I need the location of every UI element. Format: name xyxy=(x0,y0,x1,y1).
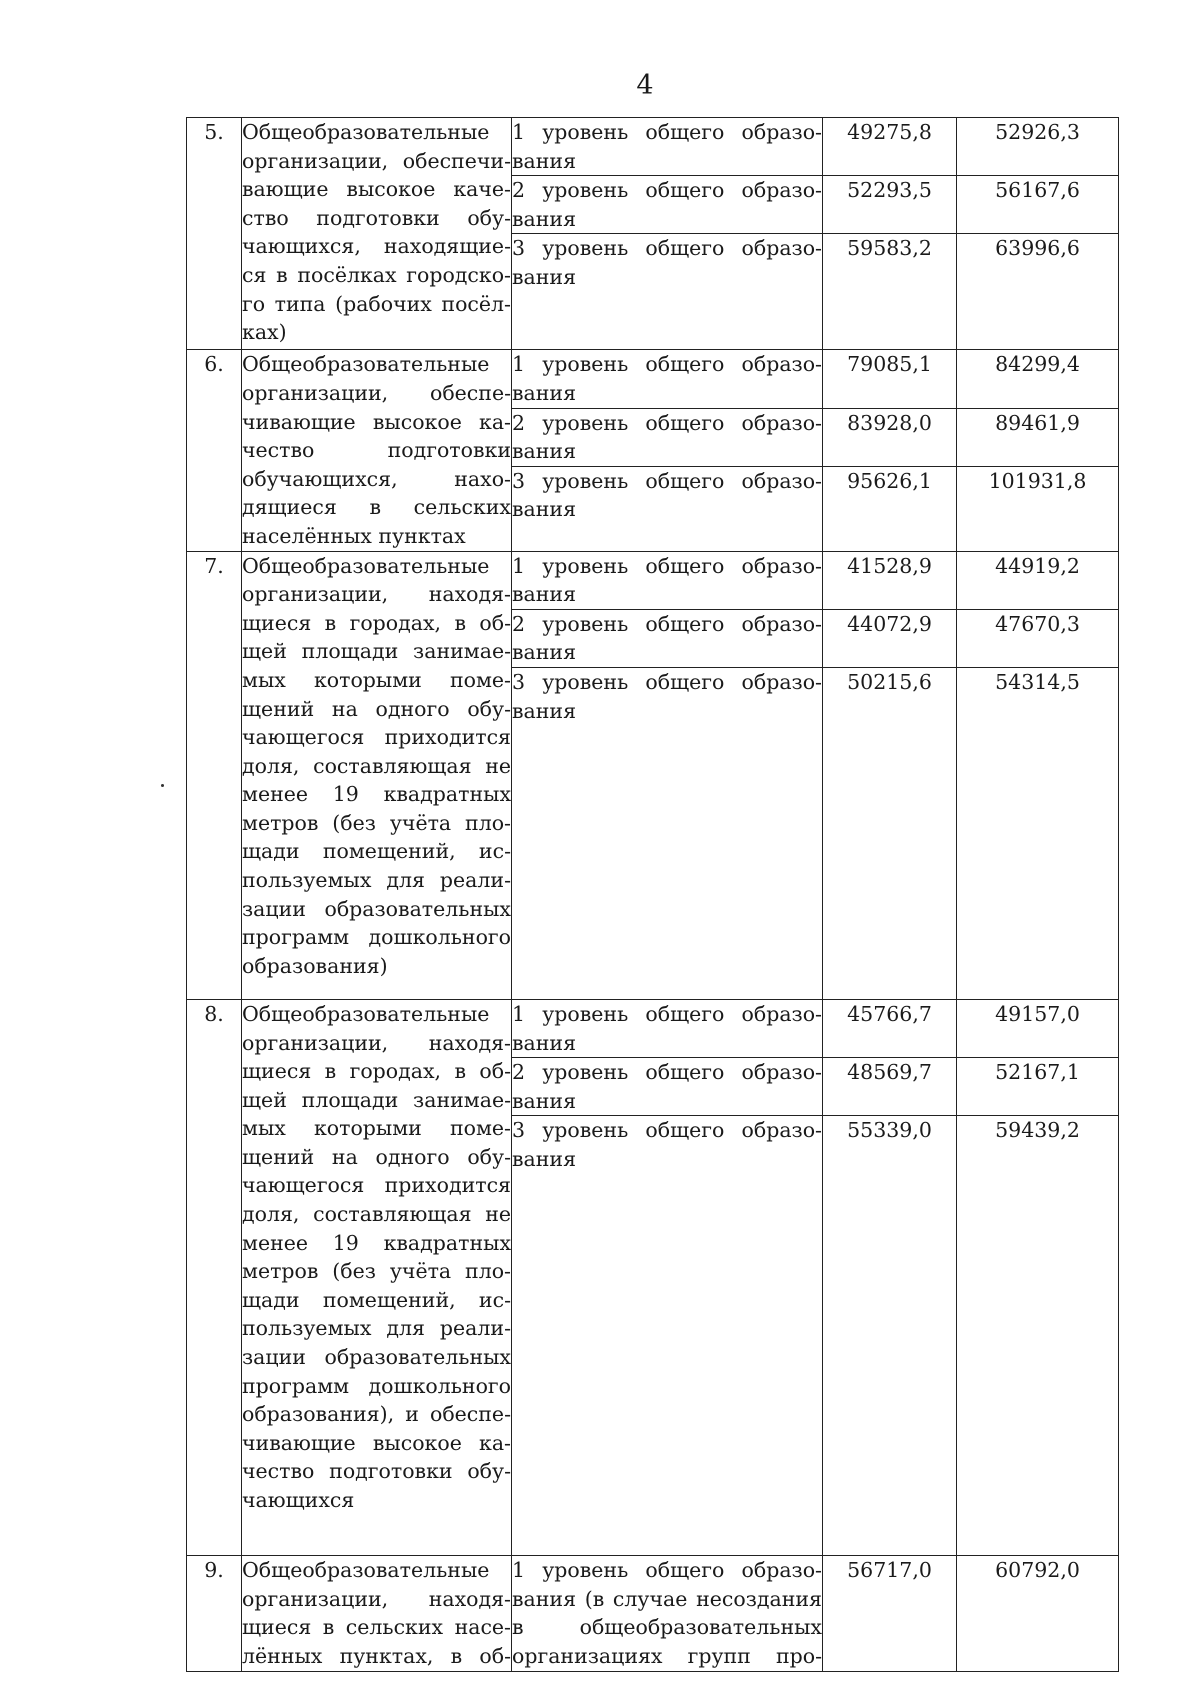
page-number: 4 xyxy=(636,70,654,101)
value-col-1: 83928,0 xyxy=(823,408,957,466)
value-col-2: 59439,2 xyxy=(957,1116,1119,1556)
value-col-2: 56167,6 xyxy=(957,176,1119,234)
table-row-6 xyxy=(187,350,1119,408)
education-level: 2 уровень общего образо- вания xyxy=(512,176,823,234)
table-row-5 xyxy=(187,118,1119,176)
organization-description: Общеобразовательные организации, обеспе- чивающие высокое ка- чество подготовки обучающихся, нахо- дящиеся в сельских населённых пунктах xyxy=(242,350,512,551)
education-level: 2 уровень общего образо- вания xyxy=(512,1058,823,1116)
education-level: 1 уровень общего образо- вания xyxy=(512,551,823,609)
row-number: 6. xyxy=(187,350,242,551)
value-col-1: 44072,9 xyxy=(823,609,957,667)
value-col-1: 52293,5 xyxy=(823,176,957,234)
row-number: 9. xyxy=(187,1556,242,1671)
value-col-1: 41528,9 xyxy=(823,551,957,609)
value-col-1: 45766,7 xyxy=(823,999,957,1057)
table-row-7 xyxy=(187,551,1119,609)
education-level: 2 уровень общего образо- вания xyxy=(512,408,823,466)
value-col-2: 44919,2 xyxy=(957,551,1119,609)
value-col-1: 55339,0 xyxy=(823,1116,957,1556)
education-level: 3 уровень общего образо- вания xyxy=(512,466,823,551)
education-level: 1 уровень общего образо- вания xyxy=(512,118,823,176)
value-col-2: 63996,6 xyxy=(957,234,1119,350)
funding-norms-table xyxy=(186,117,1119,1672)
row-number: 7. xyxy=(187,551,242,999)
value-col-1: 56717,0 xyxy=(823,1556,957,1671)
value-col-1: 48569,7 xyxy=(823,1058,957,1116)
row-number: 5. xyxy=(187,118,242,350)
value-col-2: 84299,4 xyxy=(957,350,1119,408)
value-col-1: 50215,6 xyxy=(823,667,957,999)
education-level: 3 уровень общего образо- вания xyxy=(512,667,823,999)
education-level: 1 уровень общего образо- вания (в случае несоздания в общеобразовательных организациях групп про- xyxy=(512,1556,823,1671)
value-col-2: 89461,9 xyxy=(957,408,1119,466)
value-col-2: 49157,0 xyxy=(957,999,1119,1057)
value-col-2: 54314,5 xyxy=(957,667,1119,999)
value-col-1: 59583,2 xyxy=(823,234,957,350)
value-col-2: 52167,1 xyxy=(957,1058,1119,1116)
education-level: 3 уровень общего образо- вания xyxy=(512,234,823,350)
value-col-2: 52926,3 xyxy=(957,118,1119,176)
organization-description: Общеобразовательные организации, находя- щиеся в городах, в об- щей площади занимае- мых которыми поме- щений на одного обу- чающегося приходится доля, составляющая не менее 19 квадратных метров (без учёта пло- щади помещений, ис- пользуемых для реали- зации образовательных программ дошкольного образования), и обеспе- чивающие высокое ка- чество подготовки обу- чающихся xyxy=(242,999,512,1555)
organization-description: Общеобразовательные организации, обеспечи- вающие высокое каче- ство подготовки обу- чающихся, находящие- ся в посёлках городско- го типа (рабочих посёл- ках) xyxy=(242,118,512,350)
value-col-2: 47670,3 xyxy=(957,609,1119,667)
organization-description: Общеобразовательные организации, находя- щиеся в городах, в об- щей площади занимае- мых которыми поме- щений на одного обу- чающегося приходится доля, составляющая не менее 19 квадратных метров (без учёта пло- щади помещений, ис- пользуемых для реали- зации образовательных программ дошкольного образования) xyxy=(242,551,512,999)
value-col-2: 60792,0 xyxy=(957,1556,1119,1671)
value-col-1: 49275,8 xyxy=(823,118,957,176)
scan-dot xyxy=(161,784,164,787)
education-level: 3 уровень общего образо- вания xyxy=(512,1116,823,1556)
value-col-1: 95626,1 xyxy=(823,466,957,551)
value-col-1: 79085,1 xyxy=(823,350,957,408)
organization-description: Общеобразовательные организации, находя- щиеся в сельских насе- лённых пунктах, в об- xyxy=(242,1556,512,1671)
table-row-8 xyxy=(187,999,1119,1057)
table-row-9 xyxy=(187,1556,1119,1671)
education-level: 1 уровень общего образо- вания xyxy=(512,350,823,408)
row-number: 8. xyxy=(187,999,242,1555)
education-level: 1 уровень общего образо- вания xyxy=(512,999,823,1057)
education-level: 2 уровень общего образо- вания xyxy=(512,609,823,667)
value-col-2: 101931,8 xyxy=(957,466,1119,551)
